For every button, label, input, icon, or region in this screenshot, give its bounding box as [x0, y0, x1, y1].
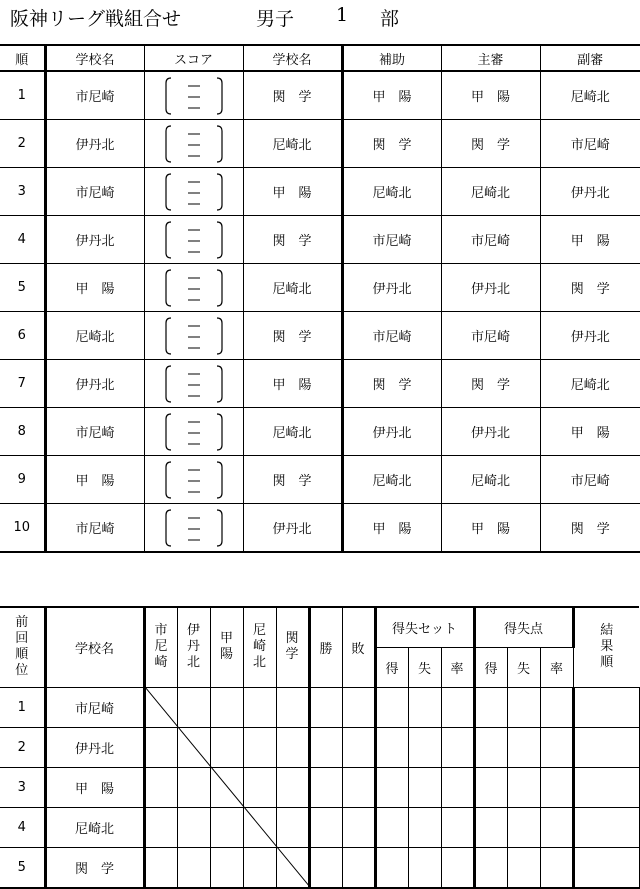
away-school: 甲 陽	[243, 360, 342, 408]
schedule-header-5: 主審	[441, 45, 540, 71]
header-char: 順	[600, 655, 614, 671]
schedule-header-0: 順	[0, 45, 45, 71]
home-school: 甲 陽	[45, 456, 144, 504]
set-subheader-2: 率	[441, 647, 474, 687]
result-cell[interactable]	[342, 767, 375, 807]
result-cell[interactable]	[144, 687, 177, 727]
result-cell[interactable]	[540, 807, 573, 847]
away-school: 尼崎北	[243, 408, 342, 456]
result-cell[interactable]	[375, 687, 408, 727]
result-cell[interactable]	[441, 727, 474, 767]
assistant-school: 関 学	[342, 120, 441, 168]
assistant-school: 伊丹北	[342, 264, 441, 312]
result-cell[interactable]	[342, 687, 375, 727]
header-char: 丹	[186, 639, 200, 655]
result-cell[interactable]	[540, 687, 573, 727]
sub-umpire-school: 市尼崎	[540, 456, 640, 504]
umpire-school: 関 学	[441, 360, 540, 408]
result-cell[interactable]	[210, 767, 243, 807]
school-name: 関 学	[45, 847, 144, 888]
result-cell[interactable]	[573, 687, 639, 727]
result-cell[interactable]	[408, 767, 441, 807]
result-cell[interactable]	[177, 767, 210, 807]
sub-umpire-school: 関 学	[540, 504, 640, 553]
result-cell[interactable]	[309, 767, 342, 807]
table-row	[0, 847, 640, 888]
score-cell	[144, 216, 243, 264]
schedule-header-6: 副審	[540, 45, 640, 71]
umpire-school: 伊丹北	[441, 408, 540, 456]
header-char: 崎	[252, 639, 266, 655]
umpire-school: 尼崎北	[441, 456, 540, 504]
opponent-header-0-text	[146, 623, 177, 671]
table-row	[0, 408, 640, 456]
result-rank-header-text	[575, 623, 640, 671]
match-number: 3	[0, 168, 45, 216]
result-cell[interactable]	[309, 687, 342, 727]
result-cell[interactable]	[507, 687, 540, 727]
match-schedule-table	[0, 44, 640, 553]
table-row	[0, 727, 640, 767]
result-cell[interactable]	[210, 807, 243, 847]
sub-umpire-school: 伊丹北	[540, 312, 640, 360]
assistant-school: 市尼崎	[342, 312, 441, 360]
result-cell[interactable]	[375, 727, 408, 767]
score-cell	[144, 264, 243, 312]
prev-rank-header-text	[0, 615, 44, 679]
result-cell[interactable]	[243, 767, 276, 807]
result-cell[interactable]	[144, 807, 177, 847]
table-row	[0, 312, 640, 360]
assistant-school: 市尼崎	[342, 216, 441, 264]
score-brackets	[164, 123, 224, 165]
result-cell[interactable]	[342, 807, 375, 847]
school-header: 学校名	[45, 607, 144, 687]
home-school: 甲 陽	[45, 264, 144, 312]
umpire-school: 市尼崎	[441, 216, 540, 264]
result-cell[interactable]	[276, 727, 309, 767]
assistant-school: 関 学	[342, 360, 441, 408]
opponent-header-1-text	[178, 623, 210, 671]
sub-umpire-school: 尼崎北	[540, 360, 640, 408]
umpire-school: 尼崎北	[441, 168, 540, 216]
header-char: 回	[15, 631, 29, 647]
assistant-school: 甲 陽	[342, 71, 441, 120]
match-number: 5	[0, 264, 45, 312]
result-cell[interactable]	[474, 767, 507, 807]
result-cell[interactable]	[474, 727, 507, 767]
school-name: 市尼崎	[45, 687, 144, 727]
away-school: 尼崎北	[243, 264, 342, 312]
loss-header: 敗	[342, 607, 375, 687]
result-cell[interactable]	[276, 807, 309, 847]
set-subheader-0: 得	[375, 647, 408, 687]
table-row	[0, 120, 640, 168]
header-char: 北	[186, 655, 200, 671]
away-school: 尼崎北	[243, 120, 342, 168]
result-cell[interactable]	[441, 767, 474, 807]
match-number: 2	[0, 120, 45, 168]
score-cell	[144, 168, 243, 216]
header-char: 陽	[219, 647, 233, 663]
score-brackets	[164, 267, 224, 309]
prev-rank-header	[0, 607, 45, 687]
header-char: 順	[15, 647, 29, 663]
assistant-school: 尼崎北	[342, 456, 441, 504]
result-cell[interactable]	[441, 687, 474, 727]
home-school: 伊丹北	[45, 120, 144, 168]
score-cell	[144, 456, 243, 504]
result-rank-header	[573, 607, 639, 687]
table-row	[0, 264, 640, 312]
header-char: 尼	[154, 639, 168, 655]
match-number: 10	[0, 504, 45, 553]
result-cell[interactable]	[210, 727, 243, 767]
assistant-school: 伊丹北	[342, 408, 441, 456]
home-school: 市尼崎	[45, 168, 144, 216]
result-cell[interactable]	[540, 847, 573, 888]
umpire-school: 甲 陽	[441, 71, 540, 120]
score-brackets	[164, 411, 224, 453]
sub-umpire-school: 甲 陽	[540, 408, 640, 456]
sub-umpire-school: 甲 陽	[540, 216, 640, 264]
result-cell[interactable]	[474, 807, 507, 847]
table-row	[0, 360, 640, 408]
page-title: 阪神リーグ戦組合せ	[10, 8, 182, 30]
table-row	[0, 71, 640, 120]
header-char: 関	[285, 631, 299, 647]
away-school: 関 学	[243, 216, 342, 264]
result-cell[interactable]	[507, 807, 540, 847]
result-cell[interactable]	[573, 807, 639, 847]
header-char: 崎	[154, 655, 168, 671]
home-school: 伊丹北	[45, 216, 144, 264]
table-row	[0, 504, 640, 553]
result-cell[interactable]	[540, 727, 573, 767]
result-cell[interactable]	[573, 767, 639, 807]
score-cell	[144, 360, 243, 408]
score-brackets	[164, 363, 224, 405]
sub-umpire-school: 伊丹北	[540, 168, 640, 216]
result-cell[interactable]	[375, 847, 408, 888]
result-cell[interactable]	[474, 687, 507, 727]
opponent-header-2	[210, 607, 243, 687]
result-cell[interactable]	[408, 847, 441, 888]
opponent-header-2-text	[211, 631, 243, 663]
umpire-school: 市尼崎	[441, 312, 540, 360]
schedule-header-4: 補助	[342, 45, 441, 71]
header-char: 北	[252, 655, 266, 671]
result-cell[interactable]	[540, 767, 573, 807]
header-char: 甲	[219, 631, 233, 647]
school-name: 甲 陽	[45, 767, 144, 807]
result-cell[interactable]	[408, 727, 441, 767]
prev-rank: 4	[0, 807, 45, 847]
result-cell[interactable]	[441, 807, 474, 847]
result-cell[interactable]	[309, 807, 342, 847]
prev-rank: 1	[0, 687, 45, 727]
result-cell[interactable]	[243, 727, 276, 767]
match-number: 9	[0, 456, 45, 504]
score-brackets	[164, 219, 224, 261]
away-school: 関 学	[243, 456, 342, 504]
opponent-header-4-text	[277, 631, 308, 663]
sub-umpire-school: 関 学	[540, 264, 640, 312]
score-cell	[144, 71, 243, 120]
point-subheader-0: 得	[474, 647, 507, 687]
score-brackets	[164, 315, 224, 357]
match-number: 1	[0, 71, 45, 120]
sub-umpire-school: 市尼崎	[540, 120, 640, 168]
result-cell[interactable]	[441, 847, 474, 888]
table-row	[0, 456, 640, 504]
point-subheader-2: 率	[540, 647, 573, 687]
schedule-header-1: 学校名	[45, 45, 144, 71]
header-char: 前	[15, 615, 29, 631]
sub-umpire-school: 尼崎北	[540, 71, 640, 120]
standings-table	[0, 606, 640, 889]
umpire-school: 伊丹北	[441, 264, 540, 312]
point-subheader-1: 失	[507, 647, 540, 687]
result-cell[interactable]	[309, 727, 342, 767]
division-label: 部	[380, 8, 400, 30]
schedule-header-2: スコア	[144, 45, 243, 71]
result-cell[interactable]	[573, 847, 639, 888]
away-school: 関 学	[243, 312, 342, 360]
result-cell[interactable]	[276, 847, 309, 888]
result-cell[interactable]	[210, 847, 243, 888]
home-school: 尼崎北	[45, 312, 144, 360]
table-row	[0, 168, 640, 216]
result-cell[interactable]	[342, 847, 375, 888]
school-name: 尼崎北	[45, 807, 144, 847]
score-cell	[144, 120, 243, 168]
opponent-header-0	[144, 607, 177, 687]
header-char: 学	[285, 647, 299, 663]
away-school: 関 学	[243, 71, 342, 120]
result-cell[interactable]	[177, 727, 210, 767]
opponent-header-3	[243, 607, 276, 687]
result-cell[interactable]	[375, 767, 408, 807]
opponent-header-4	[276, 607, 309, 687]
score-cell	[144, 504, 243, 553]
table-row	[0, 687, 640, 727]
result-cell[interactable]	[276, 767, 309, 807]
score-cell	[144, 408, 243, 456]
match-number: 4	[0, 216, 45, 264]
result-cell[interactable]	[507, 847, 540, 888]
set-subheader-1: 失	[408, 647, 441, 687]
opponent-header-1	[177, 607, 210, 687]
result-cell[interactable]	[177, 807, 210, 847]
table-row	[0, 216, 640, 264]
prev-rank: 5	[0, 847, 45, 888]
header-char: 尼	[252, 623, 266, 639]
score-brackets	[164, 171, 224, 213]
school-name: 伊丹北	[45, 727, 144, 767]
header-char: 伊	[186, 623, 200, 639]
score-brackets	[164, 459, 224, 501]
match-number: 6	[0, 312, 45, 360]
win-header: 勝	[309, 607, 342, 687]
result-cell[interactable]	[342, 727, 375, 767]
header-char: 市	[154, 623, 168, 639]
result-cell[interactable]	[474, 847, 507, 888]
set-diff-header: 得失セット	[375, 607, 474, 647]
result-cell[interactable]	[144, 767, 177, 807]
assistant-school: 尼崎北	[342, 168, 441, 216]
result-cell[interactable]	[210, 687, 243, 727]
home-school: 伊丹北	[45, 360, 144, 408]
result-cell[interactable]	[144, 847, 177, 888]
assistant-school: 甲 陽	[342, 504, 441, 553]
point-diff-header: 得失点	[474, 607, 573, 647]
result-cell[interactable]	[408, 807, 441, 847]
division-number: 1	[336, 4, 349, 26]
home-school: 市尼崎	[45, 504, 144, 553]
header-char: 位	[15, 663, 29, 679]
table-row	[0, 807, 640, 847]
prev-rank: 3	[0, 767, 45, 807]
away-school: 甲 陽	[243, 168, 342, 216]
score-cell	[144, 312, 243, 360]
home-school: 市尼崎	[45, 408, 144, 456]
result-cell[interactable]	[243, 847, 276, 888]
result-cell[interactable]	[573, 727, 639, 767]
result-cell[interactable]	[507, 727, 540, 767]
result-cell[interactable]	[243, 807, 276, 847]
gender-label: 男子	[256, 8, 295, 30]
prev-rank: 2	[0, 727, 45, 767]
result-cell[interactable]	[375, 807, 408, 847]
umpire-school: 関 学	[441, 120, 540, 168]
score-brackets	[164, 75, 224, 117]
match-number: 7	[0, 360, 45, 408]
result-cell[interactable]	[177, 687, 210, 727]
schedule-header-3: 学校名	[243, 45, 342, 71]
result-cell[interactable]	[243, 687, 276, 727]
result-cell[interactable]	[276, 687, 309, 727]
header-char: 果	[600, 639, 614, 655]
umpire-school: 甲 陽	[441, 504, 540, 553]
match-number: 8	[0, 408, 45, 456]
score-brackets	[164, 507, 224, 549]
result-cell[interactable]	[309, 847, 342, 888]
result-cell[interactable]	[507, 767, 540, 807]
result-cell[interactable]	[144, 727, 177, 767]
away-school: 伊丹北	[243, 504, 342, 553]
result-cell[interactable]	[408, 687, 441, 727]
table-row	[0, 767, 640, 807]
result-cell[interactable]	[177, 847, 210, 888]
header-char: 結	[600, 623, 614, 639]
home-school: 市尼崎	[45, 71, 144, 120]
opponent-header-3-text	[244, 623, 276, 671]
